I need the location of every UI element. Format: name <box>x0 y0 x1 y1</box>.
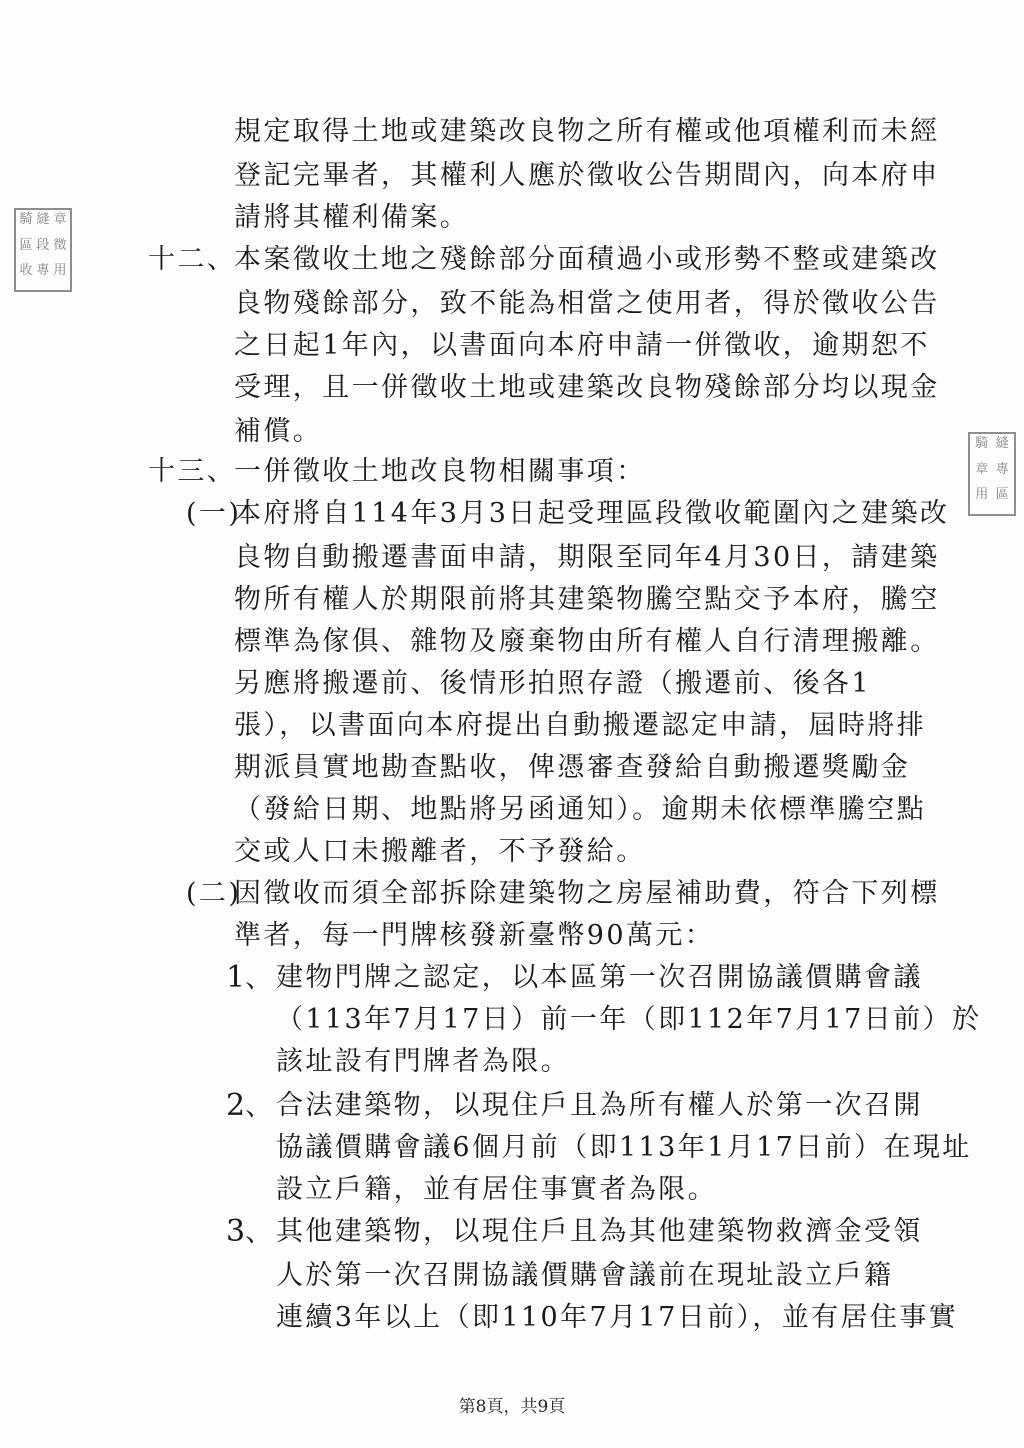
text-line: 補償。 <box>234 416 323 447</box>
num-marker-1: 1、 <box>226 960 275 995</box>
text-line: 請將其權利備案。 <box>234 202 470 233</box>
text-line: 設立戶籍，並有居住事實者為限。 <box>276 1174 717 1205</box>
text-line: 準者，每一門牌核發新臺幣90萬元： <box>234 920 715 951</box>
sub-marker-1: (一) <box>186 498 242 529</box>
text-line: 期派員實地勘查點收，俾憑審查發給自動搬遷獎勵金 <box>234 752 911 783</box>
text-line: 交或人口未搬離者，不予發給。 <box>234 836 646 867</box>
text-line: 標準為傢俱、雜物及廢棄物由所有權人自行清理搬離。 <box>234 626 940 657</box>
text-line: 物所有權人於期限前將其建築物騰空點交予本府，騰空 <box>234 584 940 615</box>
page-number: 第8頁，共9頁 <box>458 1397 566 1417</box>
text-line: 之日起1年內，以書面向本府申請一併徵收，逾期恕不 <box>234 330 930 361</box>
text-line: 協議價購會議6個月前（即113年1月17日前）在現址 <box>276 1132 972 1163</box>
text-line: 規定取得土地或建築改良物之所有權或他項權利而未經 <box>234 116 940 147</box>
text-line: （發給日期、地點將另函通知）。逾期未依標準騰空點 <box>234 794 927 825</box>
text-line: 張），以書面向本府提出自動搬遷認定申請，屆時將排 <box>234 710 927 741</box>
item-marker-13: 十三、 <box>148 456 237 487</box>
seal-stamp-right: 騎 縫 章 專 用 區 <box>968 432 1016 516</box>
text-line: 人於第一次召開協議價購會議前在現址設立戶籍 <box>276 1260 894 1291</box>
item-marker-12: 十二、 <box>148 244 237 275</box>
text-line: 本案徵收土地之殘餘部分面積過小或形勢不整或建築改 <box>234 244 940 275</box>
text-line: 其他建築物，以現住戶且為其他建築物救濟金受領 <box>276 1216 923 1247</box>
text-line: 另應將搬遷前、後情形拍照存證（搬遷前、後各1 <box>234 668 871 699</box>
text-line: 合法建築物，以現住戶且為所有權人於第一次召開 <box>276 1090 923 1121</box>
text-line: 該址設有門牌者為限。 <box>276 1046 570 1077</box>
sub-marker-2: (二) <box>186 878 242 909</box>
text-line: 連續3年以上（即110年7月17日前），並有居住事實 <box>276 1302 959 1333</box>
seal-stamp-left: 騎 縫 章 區 段 徵 收 專 用 <box>14 208 72 292</box>
text-line: 良物自動搬遷書面申請，期限至同年4月30日，請建築 <box>234 542 940 573</box>
num-marker-2: 2、 <box>226 1088 275 1123</box>
text-line: 一併徵收土地改良物相關事項： <box>234 456 646 487</box>
text-line: 本府將自114年3月3日起受理區段徵收範圍內之建築改 <box>234 498 950 529</box>
text-line: 因徵收而須全部拆除建築物之房屋補助費，符合下列標 <box>234 878 940 909</box>
text-line: 受理，且一併徵收土地或建築改良物殘餘部分均以現金 <box>234 372 940 403</box>
text-line: 登記完畢者，其權利人應於徵收公告期間內，向本府申 <box>234 160 940 191</box>
text-line: （113年7月17日）前一年（即112年7月17日前）於 <box>276 1004 982 1035</box>
text-line: 建物門牌之認定，以本區第一次召開協議價購會議 <box>276 962 923 993</box>
num-marker-3: 3、 <box>226 1214 275 1249</box>
text-line: 良物殘餘部分，致不能為相當之使用者，得於徵收公告 <box>234 288 940 319</box>
